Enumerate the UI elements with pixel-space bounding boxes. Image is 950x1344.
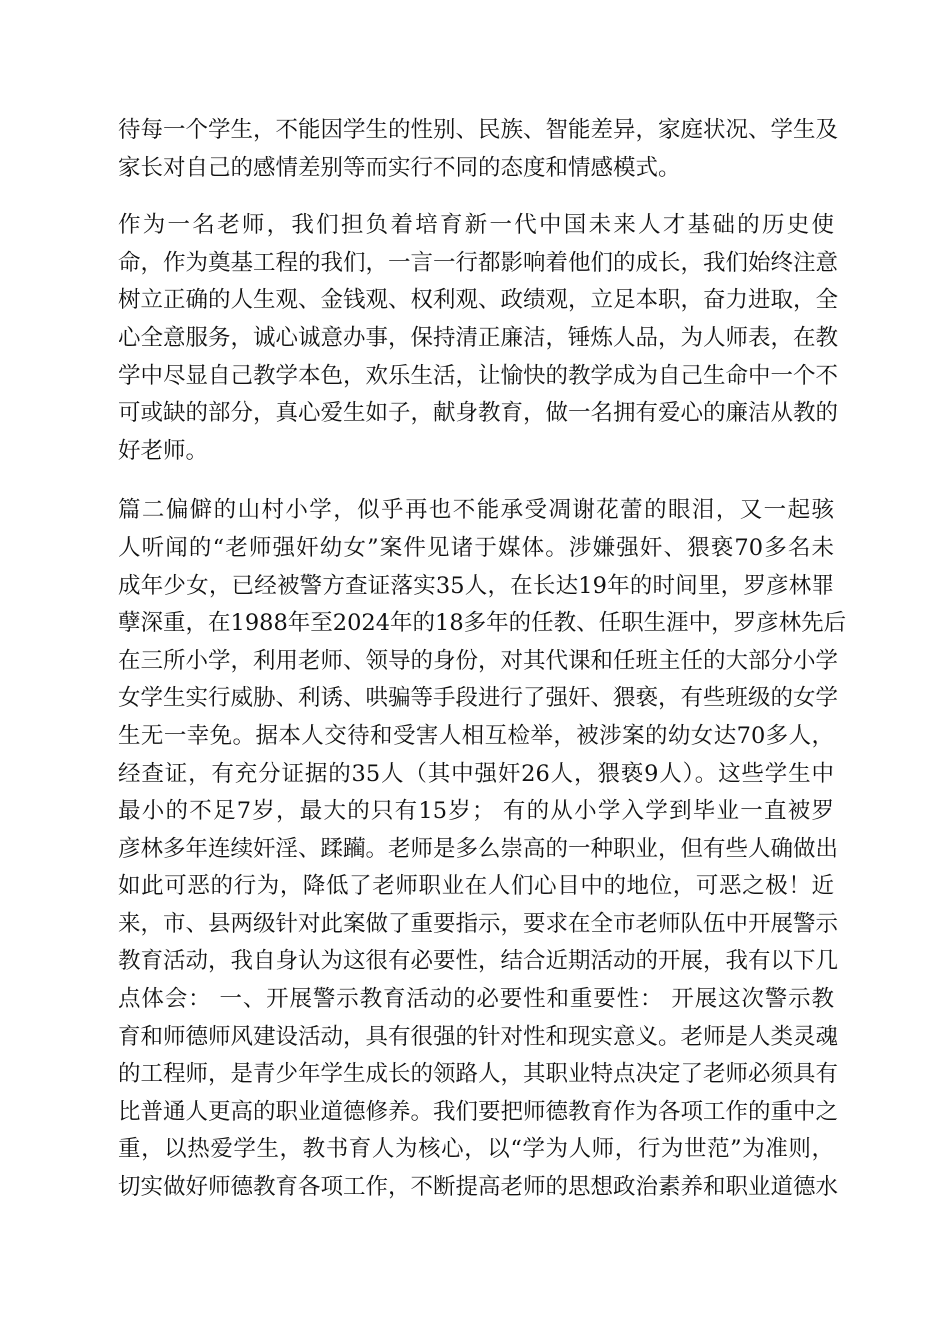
text-line: 彦林多年连续奸淫、蹂躏。老师是多么崇高的一种职业，但有些人确做出	[118, 835, 839, 862]
text-line: 篇二偏僻的山村小学，似乎再也不能承受凋谢花蕾的眼泪，又一起骇	[118, 497, 834, 524]
text-line: 人听闻的“老师强奸幼女”案件见诸于媒体。涉嫌强奸、猥亵70多名未	[118, 534, 834, 561]
text-line: 点体会： 一、开展警示教育活动的必要性和重要性： 开展这次警示教	[118, 986, 834, 1013]
text-line: 心全意服务，诚心诚意办事，保持清正廉洁，锤炼人品，为人师表，在教	[118, 324, 839, 351]
text-line: 如此可恶的行为，降低了老师职业在人们心目中的地位，可恶之极！近	[118, 873, 834, 900]
text-line: 好老师。	[118, 437, 209, 464]
text-line: 重，以热爱学生，教书育人为核心，以“学为人师，行为世范”为准则，	[118, 1136, 834, 1163]
paragraph-1	[118, 112, 839, 187]
text-line: 最小的不足7岁，最大的只有15岁； 有的从小学入学到毕业一直被罗	[118, 798, 834, 825]
text-line: 教育活动，我自身认为这很有必要性，结合近期活动的开展，我有以下几	[118, 948, 839, 975]
text-line: 在三所小学，利用老师、领导的身份，对其代课和任班主任的大部分小学	[118, 647, 839, 674]
text-line: 家长对自己的感情差别等而实行不同的态度和情感模式。	[118, 154, 681, 181]
paragraph-2	[118, 207, 839, 470]
paragraph-3	[118, 492, 847, 1206]
text-line: 比普通人更高的职业道德修养。我们要把师德教育作为各项工作的重中之	[118, 1098, 839, 1125]
text-line: 命，作为奠基工程的我们，一言一行都影响着他们的成长，我们始终注意	[118, 249, 839, 276]
text-line: 来，市、县两级针对此案做了重要指示，要求在全市老师队伍中开展警示	[118, 910, 839, 937]
text-line: 成年少女，已经被警方查证落实35人，在长达19年的时间里，罗彦林罪	[118, 572, 834, 599]
text-line: 树立正确的人生观、金钱观、权利观、政绩观，立足本职，奋力进取，全	[118, 287, 839, 314]
text-line: 的工程师，是青少年学生成长的领路人，其职业特点决定了老师必须具有	[118, 1061, 839, 1088]
text-line: 育和师德师风建设活动，具有很强的针对性和现实意义。老师是人类灵魂	[118, 1023, 839, 1050]
text-line: 作为一名老师，我们担负着培育新一代中国未来人才基础的历史使	[118, 212, 834, 239]
text-line: 学中尽显自己教学本色，欢乐生活，让愉快的教学成为自己生命中一个不	[118, 362, 839, 389]
text-line: 可或缺的部分，真心爱生如子，献身教育，做一名拥有爱心的廉洁从教的	[118, 400, 839, 427]
text-line: 切实做好师德教育各项工作，不断提高老师的思想政治素养和职业道德水	[118, 1174, 839, 1201]
paragraph-spacer	[118, 187, 834, 207]
text-line: 待每一个学生，不能因学生的性别、民族、智能差异，家庭状况、学生及	[118, 117, 839, 143]
text-line: 女学生实行威胁、利诱、哄骗等手段进行了强奸、猥亵，有些班级的女学	[118, 685, 839, 712]
document-page	[118, 112, 847, 1207]
text-line: 孽深重，在1988年至2024年的18多年的任教、任职生涯中，罗彦林先后	[118, 610, 847, 637]
text-line: 生无一幸免。据本人交待和受害人相互检举，被涉案的幼女达70多人，	[118, 722, 834, 749]
text-line: 经查证，有充分证据的35人（其中强奸26人，猥亵9人）。这些学生中	[118, 760, 834, 787]
paragraph-spacer	[118, 470, 834, 492]
